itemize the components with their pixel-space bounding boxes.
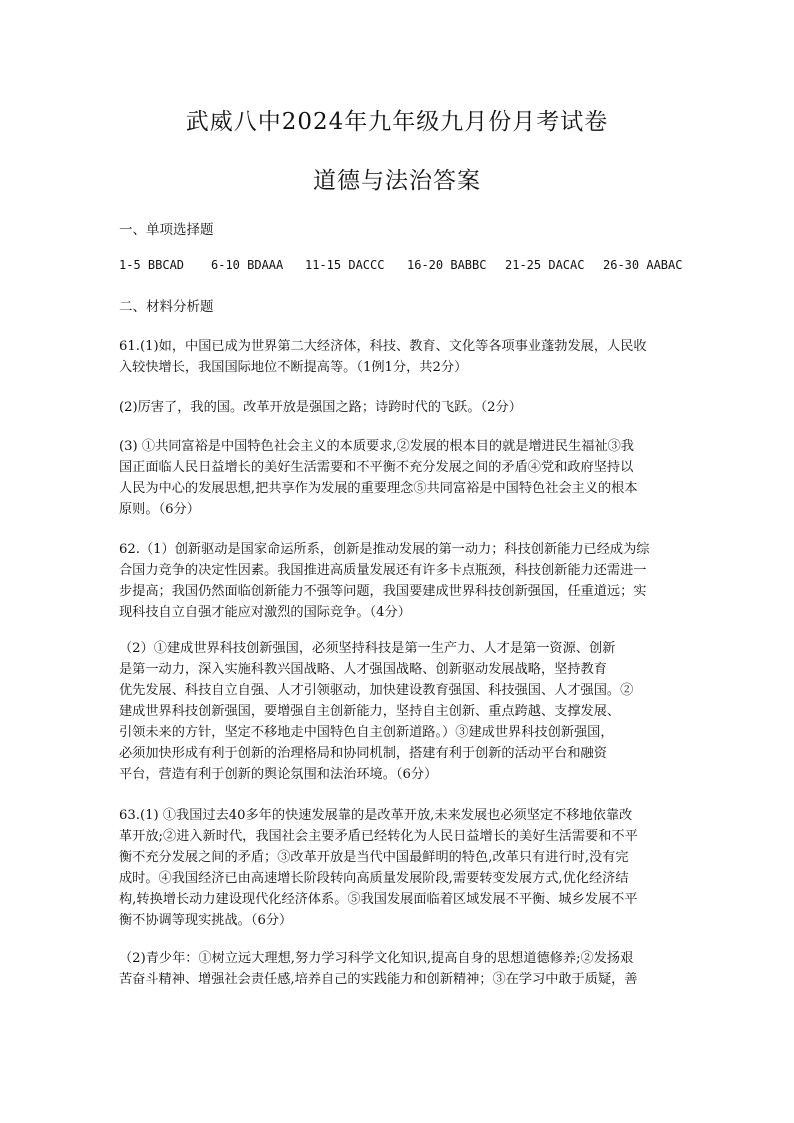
paragraph-line: 人民为中心的发展思想,把共享作为发展的重要理念⑤共同富裕是中国特色社会主义的根本 (119, 481, 638, 496)
paragraph-line: 63.(1) ①我国过去40多年的快速发展靠的是改革开放,未来发展也必须坚定不移地依靠改 (119, 808, 633, 823)
answer-paragraph (119, 397, 679, 418)
paragraph-line: 现科技自立自强才能应对激烈的国际竞争。（4分） (119, 605, 411, 620)
paragraph-line: (2)厉害了，我的国。改革开放是强国之路；诗跨时代的飞跃。（2分） (119, 400, 522, 415)
paragraph-line: 61.(1)如，中国已成为世界第二大经济体，科技、教育、文化等各项事业蓬勃发展，人民收 (119, 339, 647, 354)
page-subtitle: 道德与法治答案 (313, 168, 481, 194)
paragraph-line: 构,转换增长动力建设现代化经济体系。⑤我国发展面临着区域发展不平衡、城乡发展不平 (119, 892, 638, 907)
paragraph-line: 必须加快形成有利于创新的治理格局和协同机制，搭建有利于创新的活动平台和融资 (119, 746, 607, 761)
paragraph-line: 原则。（6分） (119, 502, 200, 517)
paragraph-line: 成时。④我国经济已由高速增长阶段转向高质量发展阶段,需要转变发展方式,优化经济结 (119, 871, 629, 886)
answer-paragraph (119, 336, 679, 378)
answer-paragraph (119, 805, 679, 931)
paragraph-line: 引领未来的方针，坚定不移地走中国特色自主创新道路。）③建成世界科技创新强国， (119, 725, 614, 740)
paragraph-line: 合国力竞争的决定性因素。我国推进高质量发展还有许多卡点瓶颈，科技创新能力还需进一 (119, 563, 647, 578)
page-title: 武威八中2024年九年级九月份月考试卷 (185, 109, 609, 135)
answer-group: 16-20 BABBC (407, 258, 487, 272)
section-heading-analysis: 二、材料分析题 (119, 299, 214, 315)
answer-paragraph (119, 539, 679, 623)
answer-group: 6-10 BDAAA (211, 258, 284, 272)
answer-group: 26-30 AABAC (603, 258, 683, 272)
paragraph-line: 是第一动力，深入实施科教兴国战略、人才强国战略、创新驱动发展战略，坚持教育 (119, 662, 607, 677)
answer-paragraph (119, 436, 679, 520)
paragraph-line: 步提高；我国仍然面临创新能力不强等问题，我国要建成世界科技创新强国，任重道远；实 (119, 584, 647, 599)
paragraph-line: 国正面临人民日益增长的美好生活需要和不平衡不充分发展之间的矛盾④党和政府坚持以 (119, 460, 634, 475)
paragraph-line: 苦奋斗精神、增强社会责任感,培养自己的实践能力和创新精神；③在学习中敢于质疑，善 (119, 972, 638, 987)
paragraph-line: 衡不充分发展之间的矛盾；③改革开放是当代中国最鲜明的特色,改革只有进行时,没有完 (119, 850, 629, 865)
paragraph-line: 入较快增长，我国国际地位不断提高等。（1例1分，共2分） (119, 360, 468, 375)
answer-paragraph (119, 638, 679, 785)
paragraph-line: (3) ①共同富裕是中国特色社会主义的本质要求,②发展的根本目的就是增进民生福祉③我 (119, 439, 634, 454)
paragraph-line: 革开放;②进入新时代，我国社会主要矛盾已经转化为人民日益增长的美好生活需要和不平 (119, 829, 638, 844)
paragraph-line: （2）①建成世界科技创新强国，必须坚持科技是第一生产力、人才是第一资源、创新 (119, 641, 616, 656)
answer-group: 21-25 DACAC (505, 258, 585, 272)
answer-group: 11-15 DACCC (305, 258, 385, 272)
answer-paragraph (119, 948, 679, 990)
paragraph-line: （2)青少年：①树立远大理想,努力学习科学文化知识,提高自身的思想道德修养;②发扬艰 (119, 951, 634, 966)
answer-group: 1-5 BBCAD (119, 258, 185, 272)
paragraph-line: 优先发展、科技自立自强、人才引领驱动，加快建设教育强国、科技强国、人才强国。② (119, 683, 634, 698)
section-heading-choice: 一、单项选择题 (119, 222, 214, 238)
paragraph-line: 建成世界科技创新强国，要增强自主创新能力，坚持自主创新、重点跨越、支撑发展、 (119, 704, 621, 719)
paragraph-line: 衡不协调等现实挑战。（6分） (119, 913, 293, 928)
paragraph-line: 62.（1）创新驱动是国家命运所系，创新是推动发展的第一动力；科技创新能力已经成为综 (119, 542, 650, 557)
paragraph-line: 平台，营造有利于创新的舆论氛围和法治环境。（6分） (119, 767, 438, 782)
choice-answers-row (119, 258, 689, 272)
